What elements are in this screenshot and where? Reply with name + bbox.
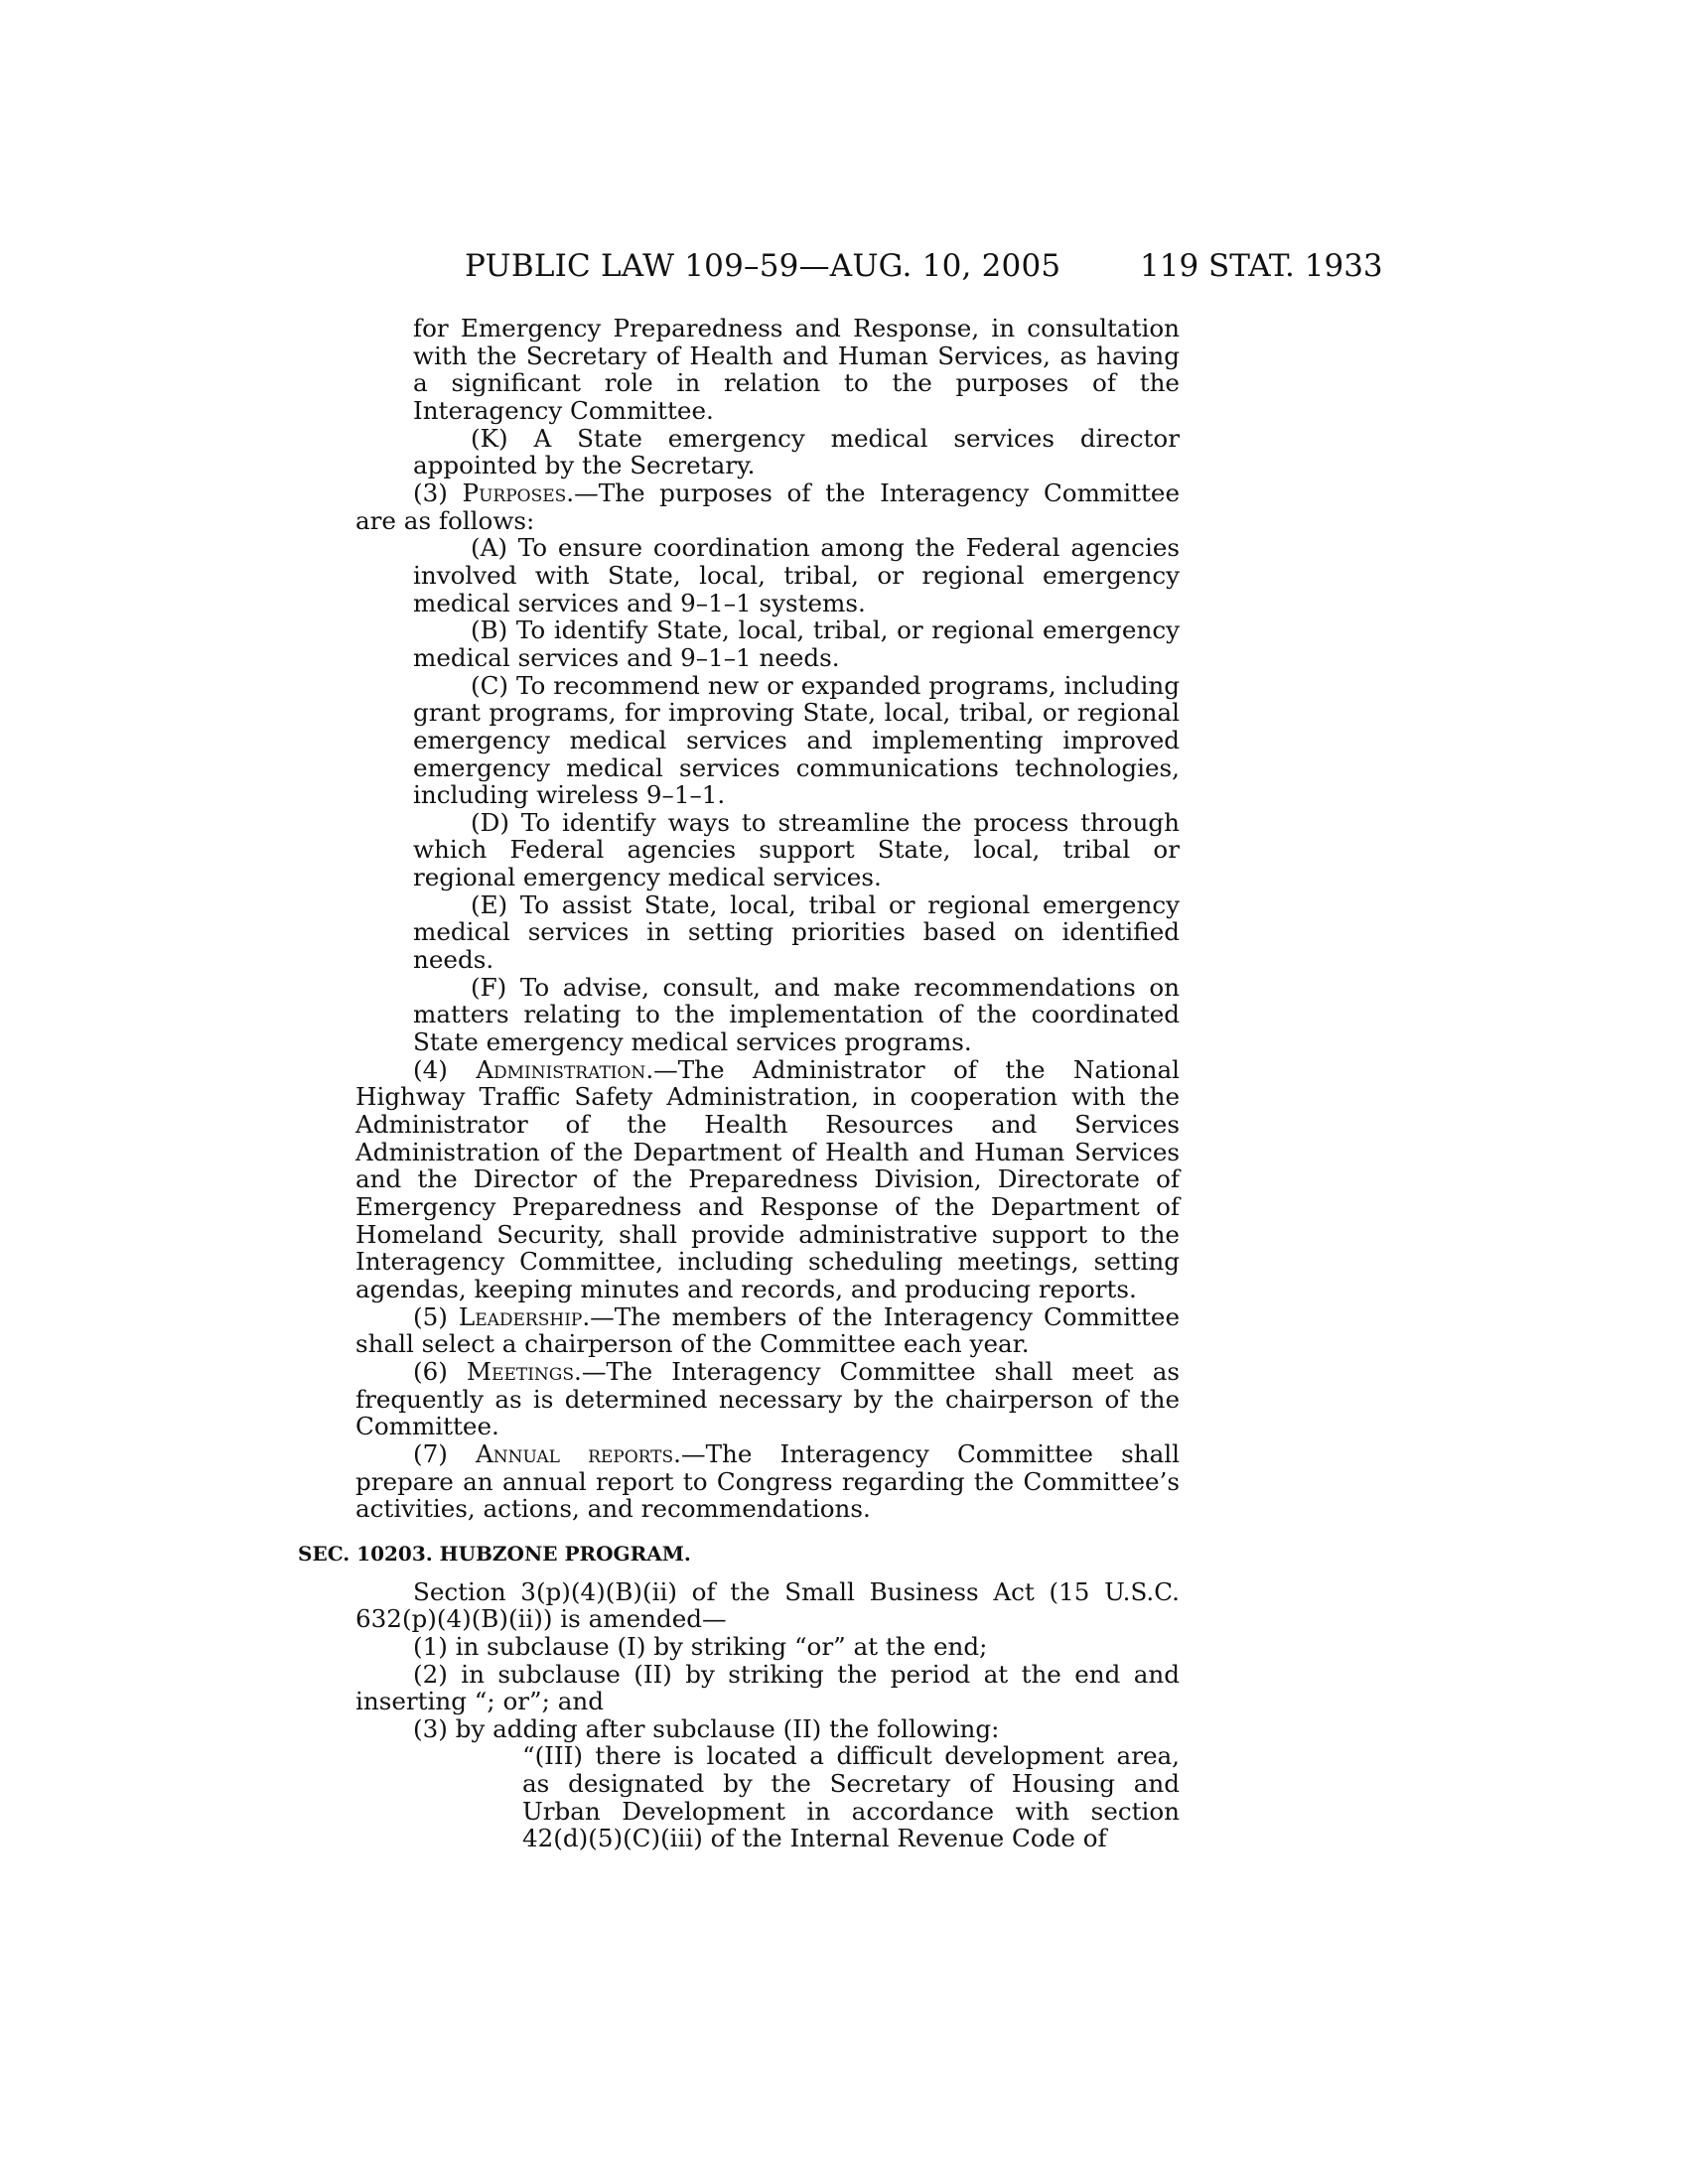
subparagraph-c: (C) To recommend new or expanded programs, including grant programs, for improving State, local, tribal, or regional emergency medical services and implementing improved emergency medical services communications technologies, including wireless 9–1–1.: [413, 670, 1180, 810]
amendment-item-1: (1) in subclause (I) by striking “or” at the end;: [413, 1631, 988, 1661]
subparagraph-d: (D) To identify ways to streamline the process through which Federal agencies support State, local, tribal or regional emergency medical services.: [413, 807, 1180, 892]
paragraph-j-continuation: for Emergency Preparedness and Response, in consultation with the Secretary of Health and Human Services, as having a significant role in relation to the purposes of the Interagency Committee.: [413, 314, 1180, 425]
paragraph-heading: Meetings: [466, 1356, 575, 1386]
paragraph-text: .—The Administrator of the National Highway Traffic Safety Administration, in cooperation with the Administrator of the Health Resources and Services Administration of the Department of Health and Human Services and the Director of the Preparedness Division, Directorate of Emergency Preparedness and Response of the Department of Homeland Security, shall provide administrative support to the Interagency Committee, including scheduling meetings, setting agendas, keeping minutes and records, and producing reports.: [355, 1054, 1180, 1303]
subparagraph-f: (F) To advise, consult, and make recommendations on matters relating to the implementation of the coordinated State emergency medical services programs.: [413, 972, 1180, 1057]
subparagraph-b: (B) To identify State, local, tribal, or regional emergency medical services and 9–1–1 needs.: [413, 615, 1180, 672]
paragraph-heading: Leadership: [458, 1301, 583, 1331]
running-header-title: PUBLIC LAW 109–59—AUG. 10, 2005: [465, 248, 1061, 284]
paragraph-heading: Annual reports: [476, 1438, 674, 1468]
paragraph-text: .—The Interagency Committee shall prepare an annual report to Congress regarding the Committee’s activities, actions, and recommendations.: [355, 1438, 1180, 1524]
paragraph-administration: [355, 1056, 1180, 1303]
paragraph-heading: Purposes: [462, 478, 567, 507]
paragraph-heading: Administration: [476, 1054, 646, 1084]
paragraph-number: (6): [413, 1356, 467, 1386]
paragraph-text: .—The purposes of the Interagency Committee are as follows:: [355, 478, 1180, 535]
subparagraph-e: (E) To assist State, local, tribal or regional emergency medical services in setting priorities based on identified needs.: [413, 889, 1180, 975]
amendment-item-2: (2) in subclause (II) by striking the period at the end and inserting “; or”; and: [355, 1659, 1180, 1716]
paragraph-number: (5): [413, 1301, 459, 1331]
section-heading: SEC. 10203. HUBZONE PROGRAM.: [298, 1541, 691, 1566]
paragraph-number: (3): [413, 478, 463, 507]
quoted-subclause-iii: “(III) there is located a difficult development area, as designated by the Secretary of Housing and Urban Development in accordance with section 42(d)(5)(C)(iii) of the Internal Revenue Code of: [522, 1741, 1180, 1853]
paragraph-meetings: [355, 1358, 1180, 1440]
amendment-item-3: (3) by adding after subclause (II) the following:: [413, 1713, 1000, 1743]
page-number: 119 STAT. 1933: [1140, 248, 1383, 284]
paragraph-text: .—The Interagency Committee shall meet as frequently as is determined necessary by the chairperson of the Committee.: [355, 1356, 1180, 1441]
paragraph-number: (4): [413, 1054, 477, 1084]
paragraph-number: (7): [413, 1438, 477, 1468]
subparagraph-a: (A) To ensure coordination among the Federal agencies involved with State, local, tribal, or regional emergency medical services and 9–1–1 systems.: [413, 533, 1180, 617]
section-intro: Section 3(p)(4)(B)(ii) of the Small Business Act (15 U.S.C. 632(p)(4)(B)(ii)) is amended—: [355, 1576, 1180, 1634]
paragraph-annual-reports: [355, 1440, 1180, 1523]
paragraph-text: .—The members of the Interagency Committee shall select a chairperson of the Committee each year.: [355, 1301, 1180, 1359]
document-body: [298, 314, 1180, 1853]
paragraph-leadership: [355, 1303, 1180, 1358]
paragraph-k: (K) A State emergency medical services director appointed by the Secretary.: [413, 423, 1180, 480]
paragraph-purposes: [355, 479, 1180, 534]
